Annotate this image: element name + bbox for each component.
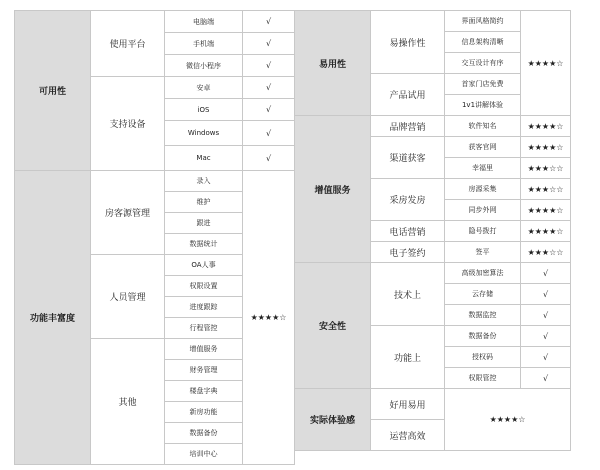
- item-data-monitoring: 数据监控: [445, 305, 521, 326]
- check-mark: √: [521, 368, 571, 389]
- item-qianping: 签平: [445, 242, 521, 263]
- rating-stars: ★★★★☆: [521, 11, 571, 116]
- check-mark: √: [243, 55, 295, 77]
- rating-stars: ★★★★☆: [521, 221, 571, 242]
- group-listing-collect: 采房发房: [371, 179, 445, 221]
- item-data-backup: 数据备份: [445, 326, 521, 347]
- item-xingfuli: 幸福里: [445, 158, 521, 179]
- group-staff-management: 人员管理: [91, 255, 165, 339]
- item-follow-up: 跟进: [165, 213, 243, 234]
- group-channel-acquisition: 渠道获客: [371, 137, 445, 179]
- item-sync-external: 同步外网: [445, 200, 521, 221]
- check-mark: √: [243, 77, 295, 99]
- item-oa-hr: OA人事: [165, 255, 243, 276]
- group-operability: 易操作性: [371, 11, 445, 74]
- item-permission: 权限设置: [165, 276, 243, 297]
- check-mark: √: [243, 11, 295, 33]
- check-mark: √: [243, 33, 295, 55]
- item-hidden-number: 隐号拨打: [445, 221, 521, 242]
- category-ease: 易用性: [295, 11, 371, 116]
- item-free-first-store: 首家门店免费: [445, 74, 521, 95]
- item-mac: Mac: [165, 146, 243, 171]
- item-statistics: 数据统计: [165, 234, 243, 255]
- item-acquisition-site: 获客官网: [445, 137, 521, 158]
- item-finance: 财务管理: [165, 360, 243, 381]
- check-mark: √: [521, 263, 571, 284]
- category-experience: 实际体验感: [295, 389, 371, 451]
- rating-stars: ★★★★☆: [445, 389, 571, 451]
- category-value-added: 增值服务: [295, 116, 371, 263]
- rating-stars: ★★★★☆: [521, 137, 571, 158]
- item-progress: 进度跟踪: [165, 297, 243, 318]
- item-permission-control: 权限管控: [445, 368, 521, 389]
- item-new-house: 新房功能: [165, 402, 243, 423]
- group-brand-marketing: 品牌营销: [371, 116, 445, 137]
- item-mobile: 手机端: [165, 33, 243, 55]
- item-maintain: 维护: [165, 192, 243, 213]
- group-other: 其他: [91, 339, 165, 465]
- item-orderly-interaction: 交互设计有序: [445, 53, 521, 74]
- item-android: 安卓: [165, 77, 243, 99]
- item-building-dictionary: 楼盘字典: [165, 381, 243, 402]
- item-data-backup: 数据备份: [165, 423, 243, 444]
- item-desktop: 电脑端: [165, 11, 243, 33]
- item-mini-program: 微信小程序: [165, 55, 243, 77]
- item-ios: iOS: [165, 99, 243, 121]
- category-richness: 功能丰富度: [15, 171, 91, 465]
- item-encryption: 高级加密算法: [445, 263, 521, 284]
- check-mark: √: [521, 284, 571, 305]
- check-mark: √: [521, 326, 571, 347]
- group-technical: 技术上: [371, 263, 445, 326]
- item-clear-architecture: 信息架构清晰: [445, 32, 521, 53]
- left-evaluation-table: [14, 10, 295, 465]
- item-easy-to-use: 好用易用: [371, 389, 445, 420]
- check-mark: √: [243, 99, 295, 121]
- rating-stars: ★★★☆☆: [521, 179, 571, 200]
- group-e-sign: 电子签约: [371, 242, 445, 263]
- check-mark: √: [243, 146, 295, 171]
- category-usability: 可用性: [15, 11, 91, 171]
- item-cloud-storage: 云存储: [445, 284, 521, 305]
- item-efficient-operation: 运营高效: [371, 420, 445, 451]
- item-1v1-demo: 1v1讲解体验: [445, 95, 521, 116]
- item-windows: Windows: [165, 121, 243, 146]
- group-trial: 产品试用: [371, 74, 445, 116]
- rating-stars: ★★★★☆: [521, 116, 571, 137]
- item-training: 培训中心: [165, 444, 243, 465]
- rating-stars: ★★★☆☆: [521, 242, 571, 263]
- item-auth-code: 授权码: [445, 347, 521, 368]
- check-mark: √: [521, 347, 571, 368]
- group-platforms: 使用平台: [91, 11, 165, 77]
- category-security: 安全性: [295, 263, 371, 389]
- group-listing-management: 房客源管理: [91, 171, 165, 255]
- item-software-fame: 软件知名: [445, 116, 521, 137]
- group-devices: 支持设备: [91, 77, 165, 171]
- item-entry: 录入: [165, 171, 243, 192]
- item-simple-ui: 界面风格简约: [445, 11, 521, 32]
- check-mark: √: [243, 121, 295, 146]
- rating-stars: ★★★☆☆: [521, 158, 571, 179]
- right-evaluation-table: [294, 10, 571, 451]
- group-phone-marketing: 电话营销: [371, 221, 445, 242]
- group-functional: 功能上: [371, 326, 445, 389]
- rating-stars: ★★★★☆: [521, 200, 571, 221]
- item-itinerary: 行程管控: [165, 318, 243, 339]
- check-mark: √: [521, 305, 571, 326]
- rating-stars: ★★★★☆: [243, 171, 295, 465]
- item-value-added: 增值服务: [165, 339, 243, 360]
- item-listing-collection: 房源采集: [445, 179, 521, 200]
